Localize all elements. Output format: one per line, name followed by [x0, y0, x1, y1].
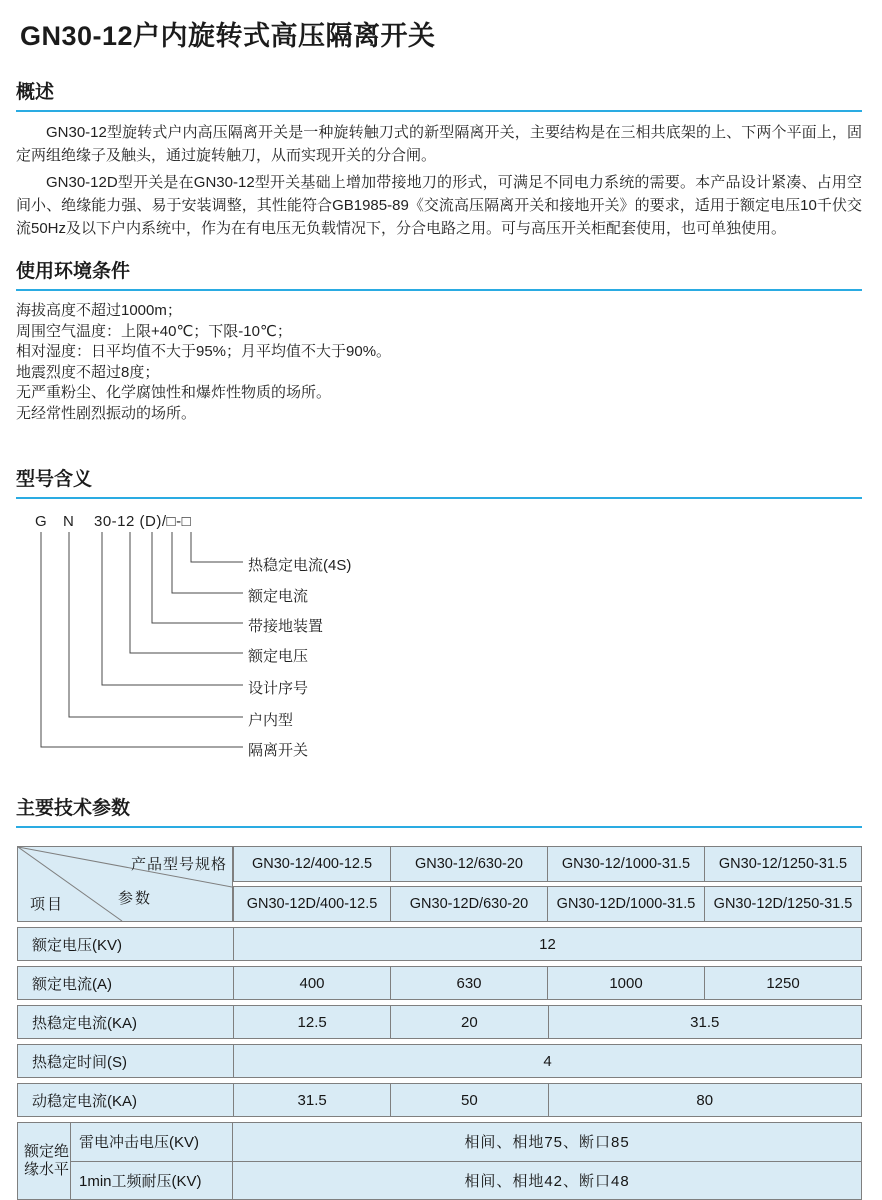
- header-row-gn30: [233, 846, 862, 882]
- environment-condition: 无经常性剧烈振动的场所。: [16, 404, 197, 422]
- table-cell: 31.5: [233, 1084, 390, 1116]
- table-cell: 20: [390, 1006, 547, 1038]
- table-row-rated-current: [17, 966, 862, 1000]
- table-cell: 相间、相地42、断口48: [232, 1162, 861, 1200]
- section-heading-parameters: 主要技术参数: [16, 798, 131, 819]
- row-label: 热稳定时间(S): [32, 1053, 127, 1071]
- model-code-segment-n: N: [63, 513, 74, 530]
- model-label-indoor-type: 户内型: [248, 712, 294, 729]
- header-cell: GN30-12/1250-31.5: [704, 847, 861, 881]
- table-cell: 1000: [547, 967, 704, 999]
- parameters-table: [17, 846, 862, 1200]
- table-group-insulation-level: [17, 1122, 862, 1200]
- header-cell: GN30-12D/1250-31.5: [704, 887, 861, 921]
- overview-paragraph-1: GN30-12型旋转式户内高压隔离开关是一种旋转触刀式的新型隔离开关，主要结构是在三相共底架的上、下两个平面上，固定两组绝缘子及触头，通过旋转触刀，从而实现开关的分合闸。: [16, 124, 862, 164]
- section-rule: [16, 289, 862, 291]
- header-cell: GN30-12/400-12.5: [251, 856, 373, 872]
- row-label: 1min工频耐压(KV): [79, 1172, 202, 1190]
- environment-condition: 相对湿度：日平均值不大于95%；月平均值不大于90%。: [16, 343, 392, 360]
- section-heading-model: 型号含义: [16, 469, 93, 490]
- model-code-segment-rest: 30-12 (D)/□-□: [94, 513, 192, 530]
- model-label-rated-voltage: 额定电压: [248, 648, 309, 665]
- table-row-thermal-current: [17, 1005, 862, 1039]
- table-row-power-frequency: [71, 1161, 861, 1200]
- section-rule: [16, 497, 862, 499]
- corner-label-item: 项目: [30, 896, 65, 913]
- row-label: 热稳定电流(KA): [32, 1014, 138, 1032]
- header-cell: GN30-12/630-20: [390, 847, 547, 881]
- model-label-earthing-device: 带接地装置: [248, 618, 324, 635]
- table-row-lightning-impulse: [71, 1123, 861, 1161]
- environment-condition: 周围空气温度：上限+40℃；下限-10℃；: [16, 322, 292, 340]
- model-meaning-diagram: [16, 505, 862, 767]
- header-cell: GN30-12D/630-20: [390, 887, 547, 921]
- header-cell: GN30-12D/1000-31.5: [547, 887, 704, 921]
- table-cell: 1250: [704, 967, 861, 999]
- table-cell: 80: [548, 1084, 862, 1116]
- table-row-rated-voltage: [17, 927, 862, 961]
- environment-condition: 海拔高度不超过1000m；: [16, 302, 182, 319]
- table-cell: 相间、相地75、断口85: [232, 1123, 861, 1161]
- table-cell: 12.5: [233, 1006, 390, 1038]
- corner-label-product-model: 产品型号规格: [130, 856, 227, 873]
- page-title: GN30-12户内旋转式高压隔离开关: [20, 21, 436, 51]
- section-heading-overview: 概述: [16, 82, 55, 103]
- table-cell: 50: [390, 1084, 547, 1116]
- row-label: 额定电流(A): [32, 975, 112, 993]
- table-corner-cell: [17, 846, 233, 922]
- header-cell: GN30-12D/400-12.5: [246, 896, 378, 912]
- insulation-rows: [71, 1123, 861, 1199]
- row-label: 额定电压(KV): [32, 936, 123, 954]
- table-row-dynamic-current: [17, 1083, 862, 1117]
- environment-condition: 无严重粉尘、化学腐蚀性和爆炸性物质的场所。: [16, 384, 332, 401]
- table-cell: 31.5: [548, 1006, 862, 1038]
- model-code-segment-g: G: [35, 513, 47, 530]
- section-heading-environment: 使用环境条件: [16, 261, 131, 282]
- table-header: [17, 846, 862, 922]
- section-rule: [16, 826, 862, 828]
- row-label: 雷电冲击电压(KV): [79, 1134, 200, 1152]
- model-label-thermal-current: 热稳定电流(4S): [248, 557, 352, 574]
- table-header-columns: [233, 846, 862, 922]
- table-cell: 400: [233, 967, 390, 999]
- model-label-rated-current: 额定电流: [248, 588, 309, 605]
- environment-condition: 地震烈度不超过8度；: [16, 363, 160, 381]
- header-cell: GN30-12/1000-31.5: [547, 847, 704, 881]
- overview-paragraph-2: GN30-12D型开关是在GN30-12型开关基础上增加带接地刀的形式，可满足不同电力系统的需要。本产品设计紧凑、占用空间小、绝缘能力强、易于安装调整，其性能符合GB1985-89《交流高压隔离开关和接地开关》的要求，适用于额定电压10千伏交流50Hz及以下户内系统中，作为在有电压无负载情况下，分合电路之用。可与高压开关柜配套使用，也可单独使用。: [16, 174, 862, 237]
- insulation-group-label: 额定绝缘水平: [18, 1123, 71, 1199]
- table-cell: 12: [233, 928, 861, 960]
- document-page: [0, 14, 882, 1200]
- corner-label-parameter: 参数: [118, 890, 153, 907]
- model-label-disconnector: 隔离开关: [248, 742, 309, 759]
- environment-conditions-list: [16, 301, 862, 424]
- table-row-thermal-time: [17, 1044, 862, 1078]
- row-label: 动稳定电流(KA): [32, 1092, 138, 1110]
- table-cell: 4: [233, 1045, 861, 1077]
- header-row-gn30d: [233, 886, 862, 922]
- table-cell: 630: [390, 967, 547, 999]
- section-rule: [16, 110, 862, 112]
- model-label-design-number: 设计序号: [248, 680, 309, 697]
